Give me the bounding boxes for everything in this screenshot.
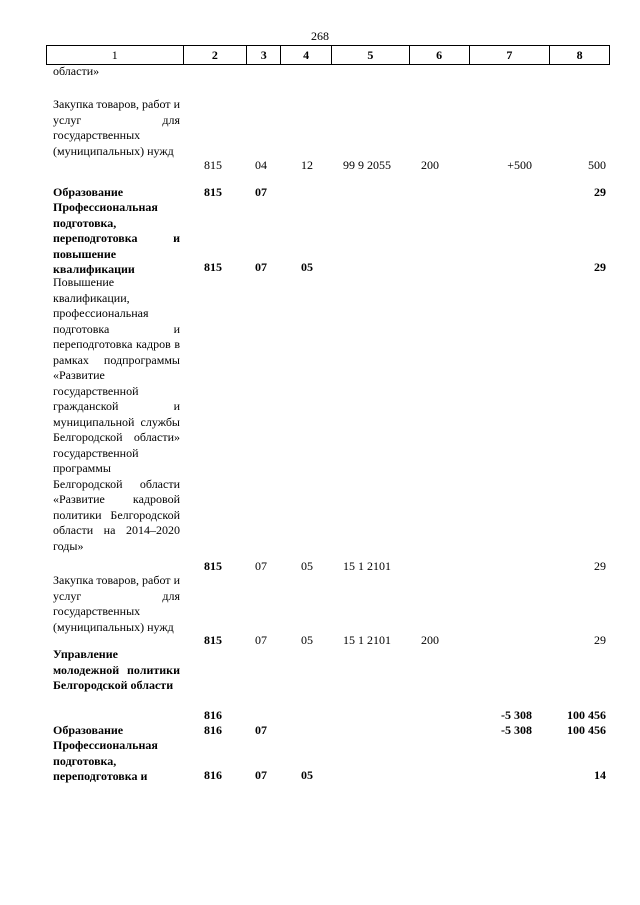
row-change: -5 308 <box>501 723 532 737</box>
row-subsection: 05 <box>301 633 313 647</box>
row-admin-code: 815 <box>204 260 222 274</box>
row-amount: 100 456 <box>567 723 606 737</box>
row-change: -5 308 <box>501 708 532 722</box>
header-col-1: 1 <box>111 48 118 62</box>
row-name: Образование <box>53 185 124 199</box>
row-section: 07 <box>255 559 267 573</box>
row-name: Закупка товаров, работ и услуг для государственных (муниципальных) нужд <box>53 573 180 634</box>
row-admin-code: 815 <box>204 559 222 573</box>
row-section: 07 <box>255 768 267 782</box>
row-admin-code: 816 <box>204 768 222 782</box>
row-amount: 29 <box>594 185 606 199</box>
row-subsection: 12 <box>301 158 313 172</box>
table-header <box>46 45 610 65</box>
row-amount: 29 <box>594 633 606 647</box>
header-col-5: 5 <box>331 46 409 64</box>
row-admin-code: 815 <box>204 185 222 199</box>
row-section: 07 <box>255 723 267 737</box>
row-amount: 29 <box>594 260 606 274</box>
row-amount: 14 <box>594 768 606 782</box>
row-subsection: 05 <box>301 559 313 573</box>
row-amount: 100 456 <box>567 708 606 722</box>
page-number: 268 <box>311 29 329 43</box>
row-admin-code: 815 <box>204 633 222 647</box>
row-section: 07 <box>255 260 267 274</box>
row-name: области» <box>53 64 100 78</box>
row-name: Профессиональная подготовка, переподготовка и повышение квалификации <box>53 200 180 276</box>
row-target-article: 15 1 2101 <box>343 633 391 647</box>
row-expense-type: 200 <box>421 633 439 647</box>
row-name: Управление молодежной политики Белгородской области <box>53 647 180 692</box>
row-expense-type: 200 <box>421 158 439 172</box>
header-col-8: 8 <box>549 46 609 64</box>
row-target-article: 15 1 2101 <box>343 559 391 573</box>
row-target-article: 99 9 2055 <box>343 158 391 172</box>
row-amount: 500 <box>588 158 606 172</box>
row-section: 07 <box>255 185 267 199</box>
header-col-2: 2 <box>183 46 247 64</box>
header-col-3: 3 <box>246 46 280 64</box>
row-name: Образование <box>53 723 124 737</box>
row-amount: 29 <box>594 559 606 573</box>
row-admin-code: 815 <box>204 158 222 172</box>
row-admin-code: 816 <box>204 723 222 737</box>
header-col-4: 4 <box>280 46 331 64</box>
header-col-7: 7 <box>469 46 550 64</box>
header-col-6: 6 <box>409 46 469 64</box>
row-section: 07 <box>255 633 267 647</box>
row-subsection: 05 <box>301 260 313 274</box>
row-subsection: 05 <box>301 768 313 782</box>
row-name: Повышение квалификации, профессиональная подготовка и переподготовка кадров в рамках подпрограммы «Развитие государственной гражданской и муниципальной службы Белгородской области» государственной программы Белгородской области «Развитие кадровой политики Белгородской области на 2014–2020 годы» <box>53 275 180 553</box>
row-admin-code: 816 <box>204 708 222 722</box>
row-section: 04 <box>255 158 267 172</box>
row-change: +500 <box>507 158 532 172</box>
row-name: Профессиональная подготовка, переподготовка и <box>53 738 158 783</box>
row-name: Закупка товаров, работ и услуг для государственных (муниципальных) нужд <box>53 97 180 158</box>
